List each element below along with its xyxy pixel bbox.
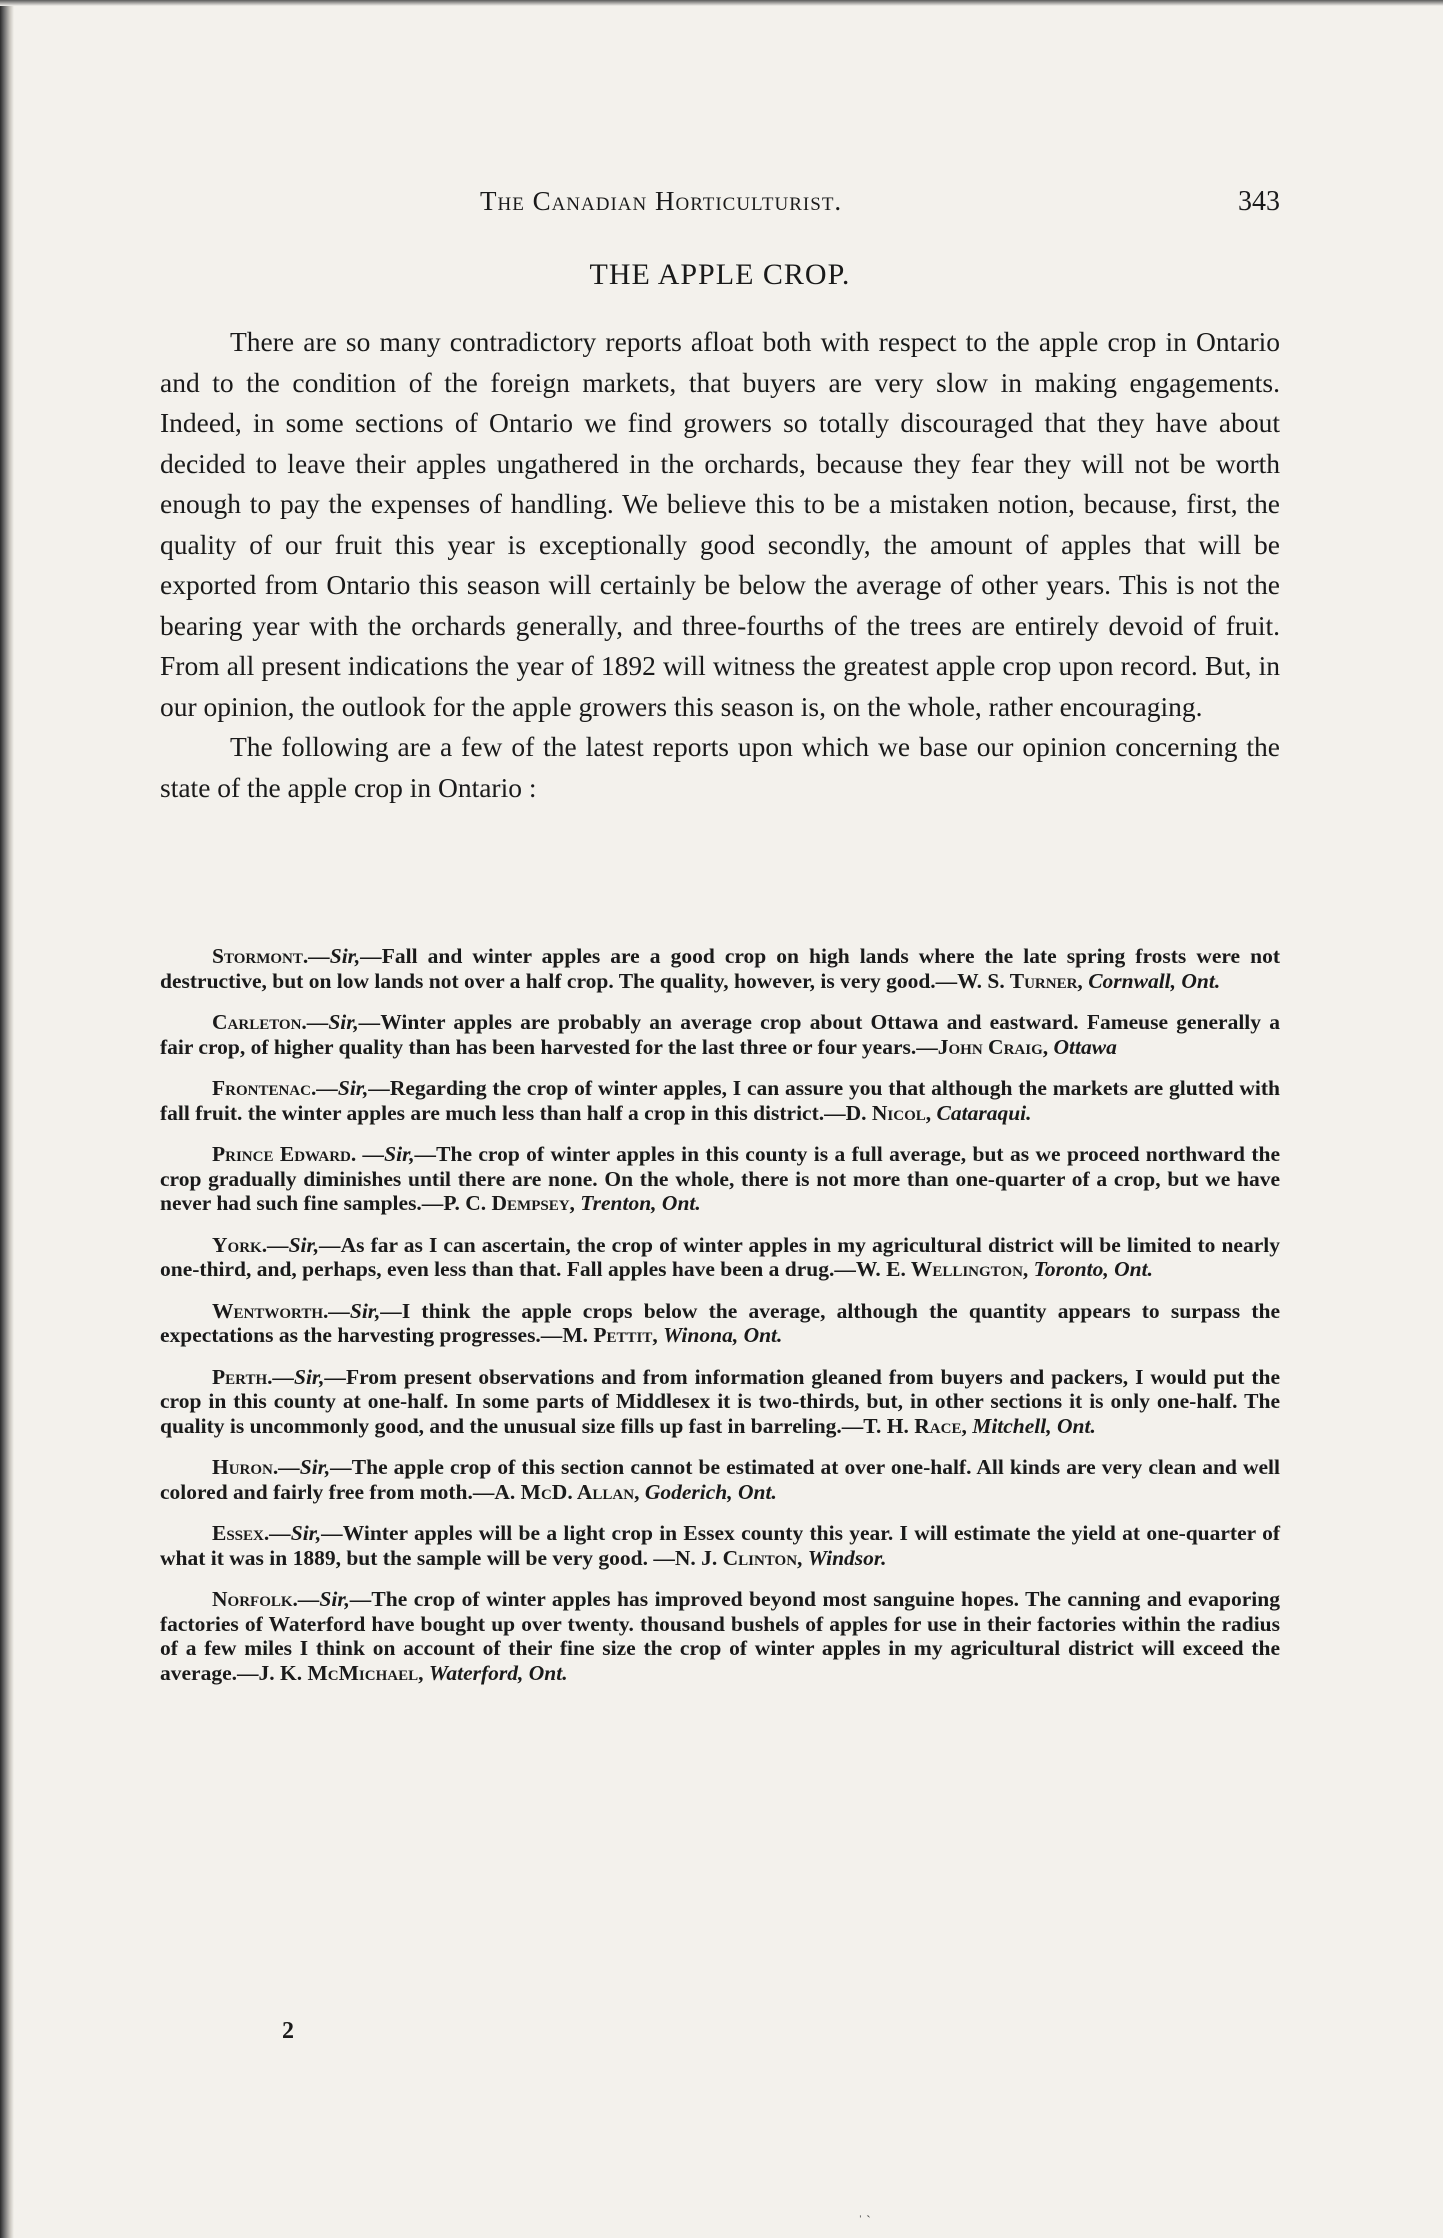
report-wentworth	[160, 1299, 1280, 1348]
county-name: York.	[212, 1232, 268, 1257]
report-place: Waterford, Ont.	[428, 1660, 568, 1685]
page-number: 343	[1238, 186, 1280, 217]
report-text: Winter apples will be a light crop in Essex county this year. I will estimate the yield at one-quarter of what it was in 1889, but the sample will be very good. —	[160, 1521, 1280, 1570]
report-place: Trenton, Ont.	[580, 1191, 701, 1215]
report-text: The apple crop of this section cannot be estimated at over one-half. All kinds are very clean and well colored and fairly free from moth.—	[160, 1455, 1280, 1504]
report-text: Winter apples are probably an average crop about Ottawa and eastward. Fameuse generally a fair crop, of higher quality than has been harvested for the last three or four years.—	[160, 1010, 1280, 1059]
report-perth	[160, 1365, 1280, 1439]
report-author: John Craig,	[937, 1034, 1049, 1059]
county-name: Perth.	[212, 1364, 273, 1389]
report-text: As far as I can ascertain, the crop of winter apples in my agricultural district will be limited to nearly one-third, and, perhaps, even less than that. Fall apples have been a drug.—	[160, 1232, 1280, 1281]
report-text: From present observations and from information gleaned from buyers and packers, I would put the crop in this county at one-half. In some parts of Middlesex it is two-thirds, but, in other sections it is only one-half. The quality is uncommonly good, and the unusual size fills up fast in barreling.—	[160, 1364, 1280, 1438]
report-author: A. McD. Allan,	[494, 1479, 640, 1504]
county-name: Prince Edward.	[212, 1142, 357, 1166]
article-title: THE APPLE CROP.	[589, 258, 851, 291]
county-name: Stormont.	[212, 944, 309, 968]
print-speck: ˈ ˋ	[858, 2214, 871, 2229]
article-intro	[160, 322, 1280, 808]
salutation: —Sir,—	[297, 1587, 372, 1611]
county-name: Huron.	[212, 1455, 279, 1479]
report-text: The crop of winter apples has improved beyond most sanguine hopes. The canning and evaporing factories of Waterford have bought up over twenty. thousand bushels of apples for use in their factories within the radius of a few miles I think on account of their fine size the crop of winter apples in my agricultural district will exceed the average.—	[160, 1587, 1280, 1685]
report-place: Ottawa	[1053, 1034, 1117, 1059]
report-author: N. J. Clinton,	[674, 1545, 803, 1570]
salutation: —Sir,—	[356, 1142, 437, 1166]
salutation: —Sir,—	[316, 1076, 390, 1100]
report-prince-edward	[160, 1142, 1280, 1216]
report-place: Cornwall, Ont.	[1088, 968, 1221, 993]
salutation: —Sir,—	[267, 1232, 341, 1257]
salutation: —Sir,—	[272, 1364, 346, 1389]
county-name: Norfolk.	[212, 1587, 298, 1611]
intro-paragraph: The following are a few of the latest reports upon which we base our opinion concerning the state of the apple crop in Ontario :	[160, 731, 1280, 803]
report-carleton	[160, 1010, 1280, 1059]
report-author: D. Nicol,	[845, 1100, 932, 1125]
salutation: —Sir,—	[306, 1010, 381, 1034]
signature-mark: 2	[282, 2018, 294, 2044]
report-place: Goderich, Ont.	[644, 1479, 777, 1504]
salutation: —Sir,—	[308, 944, 382, 968]
report-author: W. S. Turner,	[957, 968, 1083, 993]
county-name: Wentworth.	[212, 1298, 329, 1323]
running-title: The Canadian Horticulturist.	[480, 186, 843, 216]
county-name: Frontenac.	[212, 1076, 317, 1100]
intro-paragraph: There are so many contradictory reports afloat both with respect to the apple crop in Ontario and to the condition of the foreign markets, that buyers are very slow in making engagements. Indeed, in some sections of Ontario we find growers so totally discouraged that they have about decided to leave their apples ungathered in the orchards, because they fear they will not be worth enough to pay the expenses of handling. We believe this to be a mistaken notion, because, first, the quality of our fruit this year is exceptionally good secondly, the amount of apples that will be exported from Ontario this season will certainly be below the average of other years. This is not the bearing year with the orchards generally, and three-fourths of the trees are entirely devoid of fruit. From all present indications the year of 1892 will witness the greatest apple crop upon record. But, in our opinion, the outlook for the apple growers this season is, on the whole, rather encouraging.	[160, 326, 1280, 722]
report-york	[160, 1233, 1280, 1282]
report-author: J. K. McMichael,	[258, 1660, 424, 1685]
county-reports	[160, 944, 1280, 1702]
report-author: T. H. Race,	[863, 1413, 967, 1438]
report-huron	[160, 1455, 1280, 1504]
page-binding-edge	[0, 0, 14, 2238]
report-text: I think the apple crops below the average, although the quantity appears to surpass the expectations as the harvesting progresses.—	[160, 1298, 1280, 1347]
report-place: Mitchell, Ont.	[972, 1413, 1096, 1438]
report-author: P. C. Dempsey,	[443, 1191, 575, 1215]
report-norfolk	[160, 1587, 1280, 1685]
report-frontenac	[160, 1076, 1280, 1125]
page-top-edge	[0, 0, 1443, 6]
report-place: Toronto, Ont.	[1033, 1257, 1153, 1281]
report-text: The crop of winter apples in this county is a full average, but as we proceed northward the crop gradually diminishes until there are none. On the whole, there is not more than one-quarter of a crop, but we have never had such fine samples.—	[160, 1142, 1280, 1215]
report-essex	[160, 1521, 1280, 1570]
salutation: —Sir,—	[269, 1521, 343, 1545]
report-place: Winona, Ont.	[663, 1323, 783, 1347]
county-name: Essex.	[212, 1521, 270, 1545]
county-name: Carleton.	[212, 1010, 307, 1034]
report-text: Fall and winter apples are a good crop on high lands where the late spring frosts were not destructive, but on low lands not over a half crop. The quality, however, is very good.—	[160, 944, 1280, 993]
salutation: —Sir,—	[328, 1298, 402, 1323]
salutation: —Sir,—	[278, 1455, 352, 1479]
report-text: Regarding the crop of winter apples, I can assure you that although the markets are glutted with fall fruit. the winter apples are much less than half a crop in this district.—	[160, 1076, 1280, 1125]
report-author: W. E. Wellington,	[855, 1257, 1029, 1281]
running-head	[160, 186, 1280, 226]
report-author: M. Pettit,	[562, 1323, 658, 1347]
report-place: Cataraqui.	[936, 1100, 1032, 1125]
report-stormont	[160, 944, 1280, 993]
report-place: Windsor.	[807, 1545, 887, 1570]
